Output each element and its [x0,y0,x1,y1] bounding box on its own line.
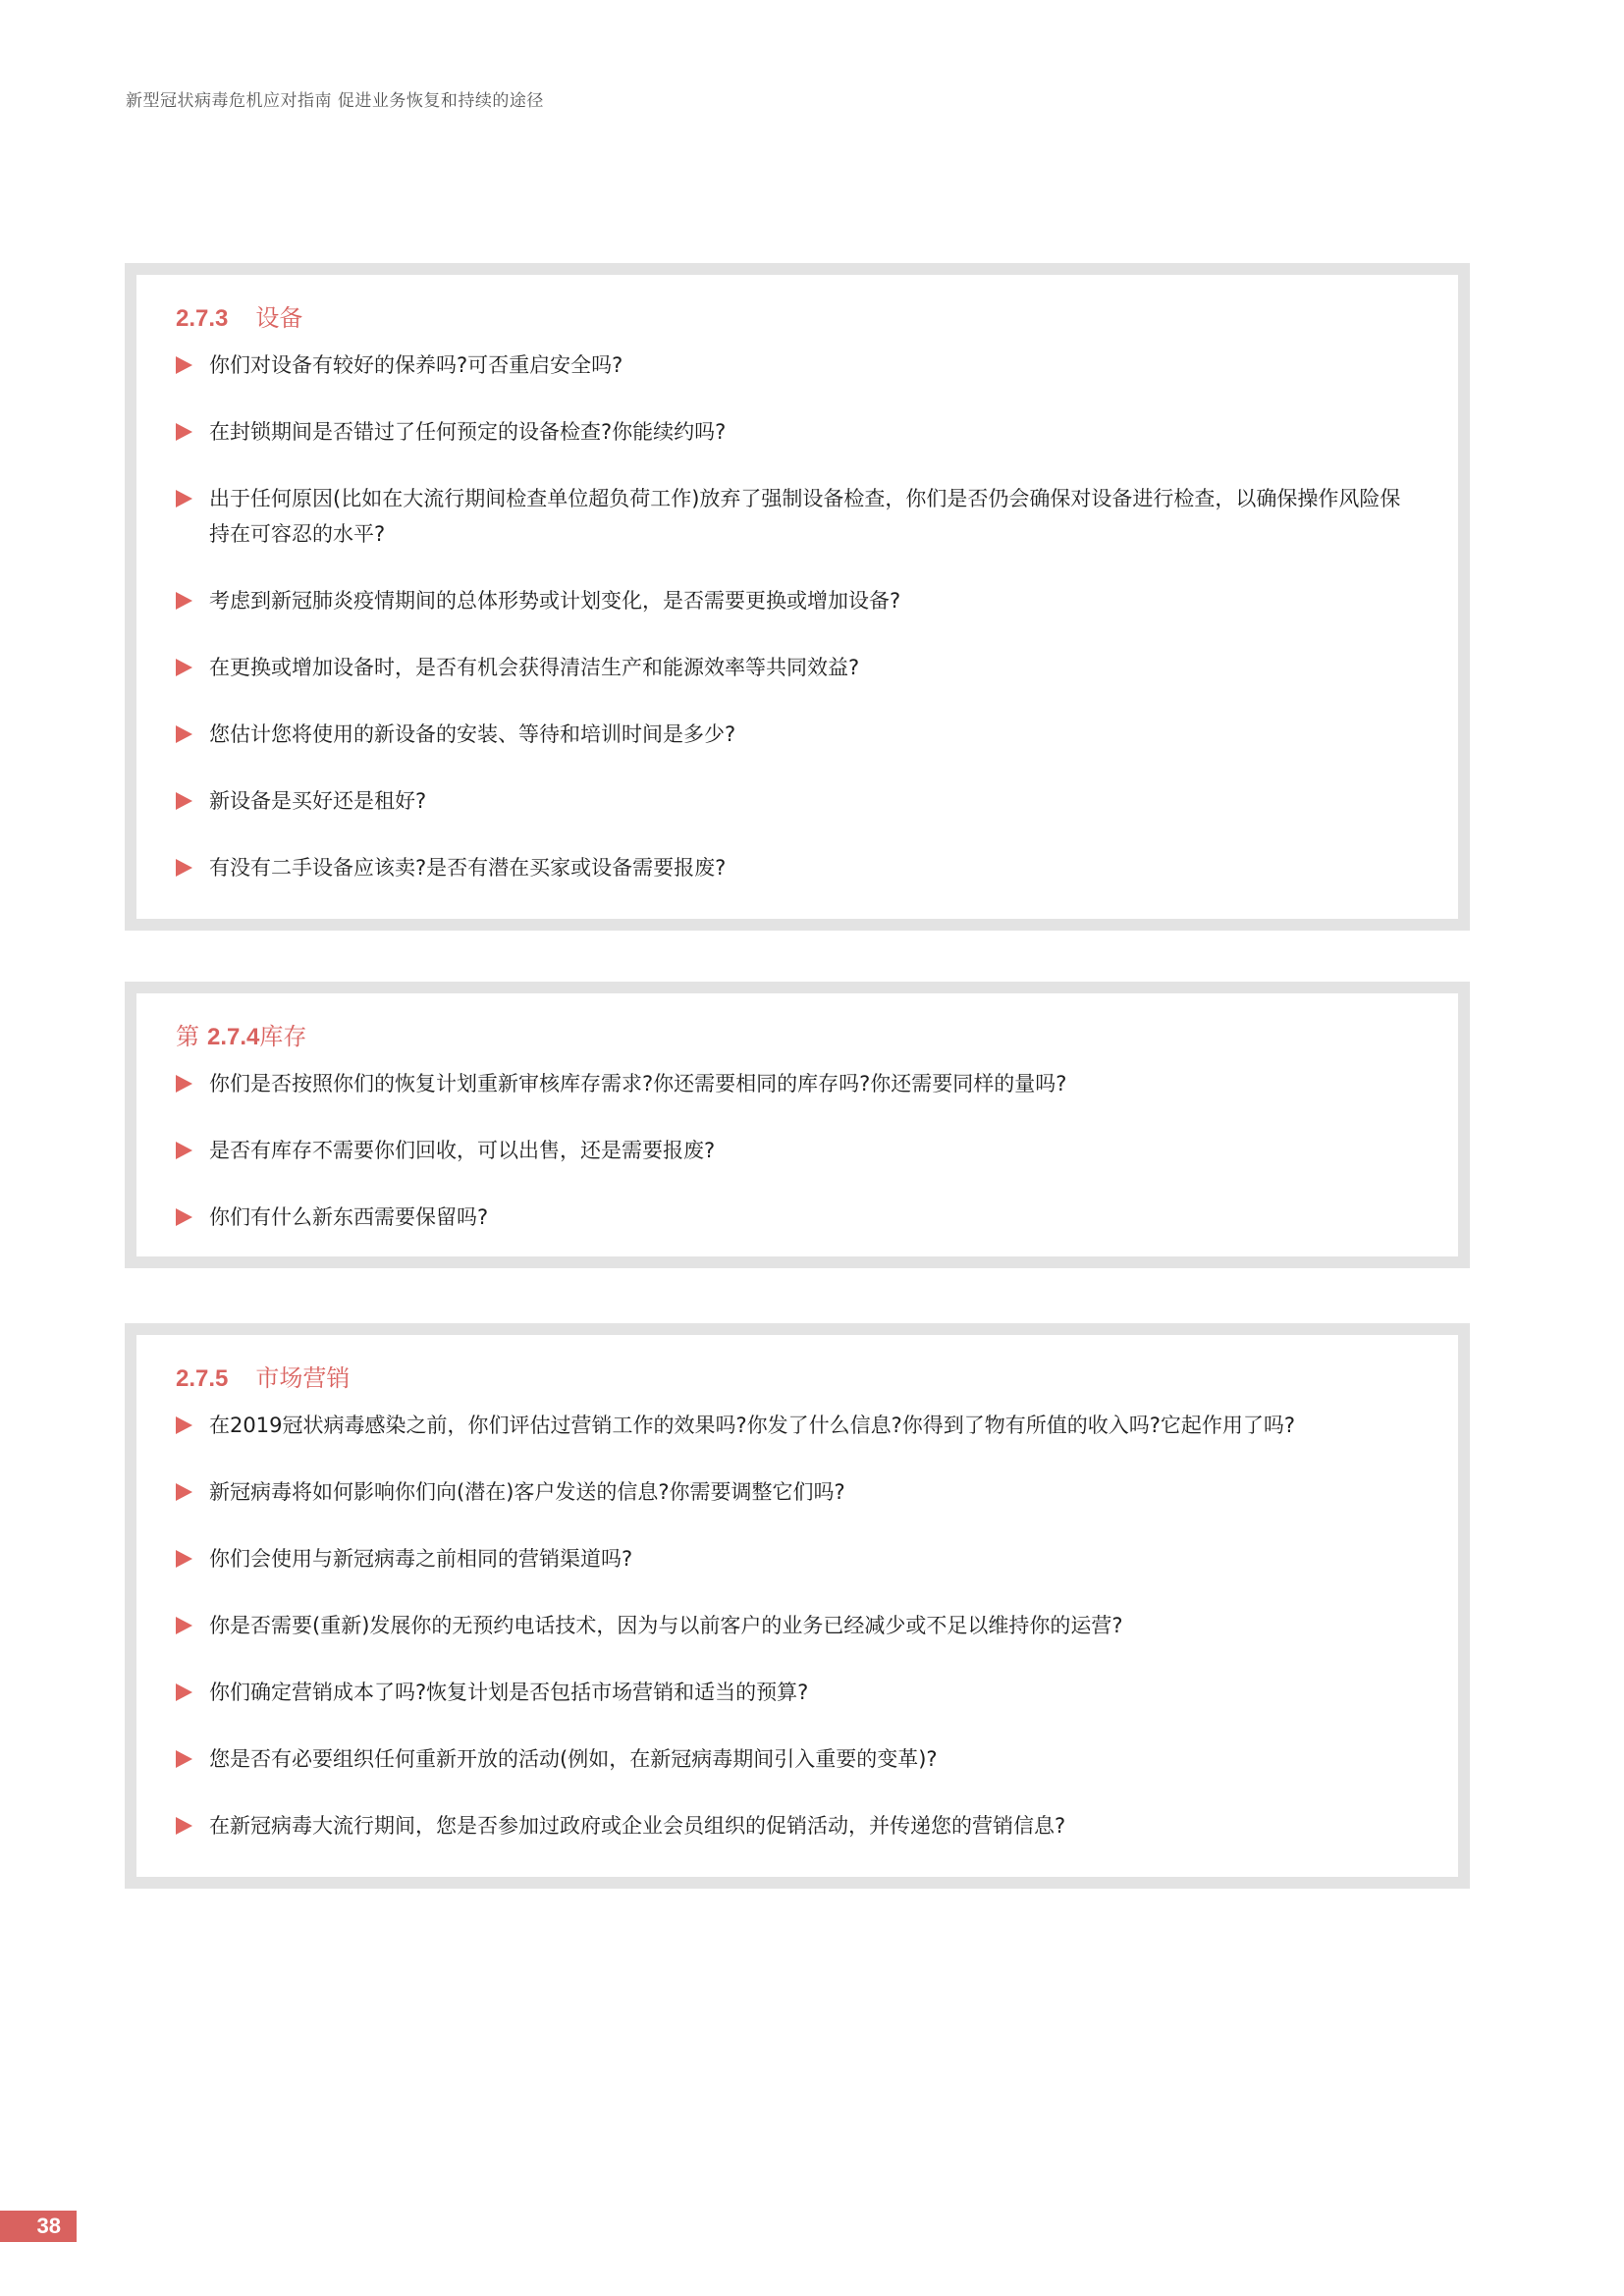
list-item: 有没有二手设备应该卖?是否有潜在买家或设备需要报废? [176,850,1458,885]
list-item: 你们是否按照你们的恢复计划重新审核库存需求?你还需要相同的库存吗?你还需要同样的量吗? [176,1066,1458,1101]
triangle-bullet-icon [176,1208,192,1226]
triangle-bullet-icon [176,1750,192,1768]
question-list [176,1066,1458,1235]
list-item: 你们确定营销成本了吗?恢复计划是否包括市场营销和适当的预算? [176,1675,1458,1710]
section-heading [176,1359,1458,1392]
list-item: 你是否需要(重新)发展你的无预约电话技术，因为与以前客户的业务已经减少或不足以维持你的运营? [176,1608,1458,1643]
list-item: 在更换或增加设备时，是否有机会获得清洁生产和能源效率等共同效益? [176,650,1458,685]
section-prefix: 第 [176,1023,199,1050]
list-item: 您是否有必要组织任何重新开放的活动(例如，在新冠病毒期间引入重要的变革)? [176,1741,1458,1777]
section-number: 2.7.3 [176,305,229,332]
list-item: 出于任何原因(比如在大流行期间检查单位超负荷工作)放弃了强制设备检查，你们是否仍会确保对设备进行检查，以确保操作风险保持在可容忍的水平? [176,481,1458,552]
section-number: 2.7.4 [207,1024,260,1050]
triangle-bullet-icon [176,1075,192,1093]
list-item: 新冠病毒将如何影响你们向(潜在)客户发送的信息?你需要调整它们吗? [176,1474,1458,1510]
list-item: 考虑到新冠肺炎疫情期间的总体形势或计划变化，是否需要更换或增加设备? [176,583,1458,618]
list-item: 在封锁期间是否错过了任何预定的设备检查?你能续约吗? [176,414,1458,450]
triangle-bullet-icon [176,1817,192,1835]
page-number: 38 [0,2211,77,2242]
triangle-bullet-icon [176,1683,192,1701]
triangle-bullet-icon [176,592,192,610]
section-title: 市场营销 [255,1364,351,1392]
question-list [176,347,1458,885]
triangle-bullet-icon [176,859,192,877]
list-item: 您估计您将使用的新设备的安装、等待和培训时间是多少? [176,717,1458,752]
list-item: 新设备是买好还是租好? [176,783,1458,819]
triangle-bullet-icon [176,490,192,507]
question-list [176,1408,1458,1843]
triangle-bullet-icon [176,1550,192,1568]
list-item: 你们会使用与新冠病毒之前相同的营销渠道吗? [176,1541,1458,1576]
triangle-bullet-icon [176,1416,192,1434]
section-box-inventory [125,982,1470,1268]
triangle-bullet-icon [176,725,192,743]
triangle-bullet-icon [176,356,192,374]
triangle-bullet-icon [176,792,192,810]
section-heading [176,1017,1458,1050]
triangle-bullet-icon [176,659,192,676]
section-box-equipment [125,263,1470,931]
section-title: 库存 [259,1023,307,1050]
list-item: 你们有什么新东西需要保留吗? [176,1200,1458,1235]
list-item: 在2019冠状病毒感染之前，你们评估过营销工作的效果吗?你发了什么信息?你得到了物有所值的收入吗?它起作用了吗? [176,1408,1458,1443]
running-header: 新型冠状病毒危机应对指南 促进业务恢复和持续的途径 [126,91,544,111]
triangle-bullet-icon [176,1617,192,1634]
triangle-bullet-icon [176,1483,192,1501]
list-item: 是否有库存不需要你们回收，可以出售，还是需要报废? [176,1133,1458,1168]
section-heading [176,298,1458,332]
triangle-bullet-icon [176,1142,192,1159]
list-item: 你们对设备有较好的保养吗?可否重启安全吗? [176,347,1458,383]
list-item: 在新冠病毒大流行期间，您是否参加过政府或企业会员组织的促销活动，并传递您的营销信息? [176,1808,1458,1843]
section-number: 2.7.5 [176,1365,229,1392]
section-box-marketing [125,1323,1470,1889]
triangle-bullet-icon [176,423,192,441]
section-title: 设备 [255,304,303,332]
